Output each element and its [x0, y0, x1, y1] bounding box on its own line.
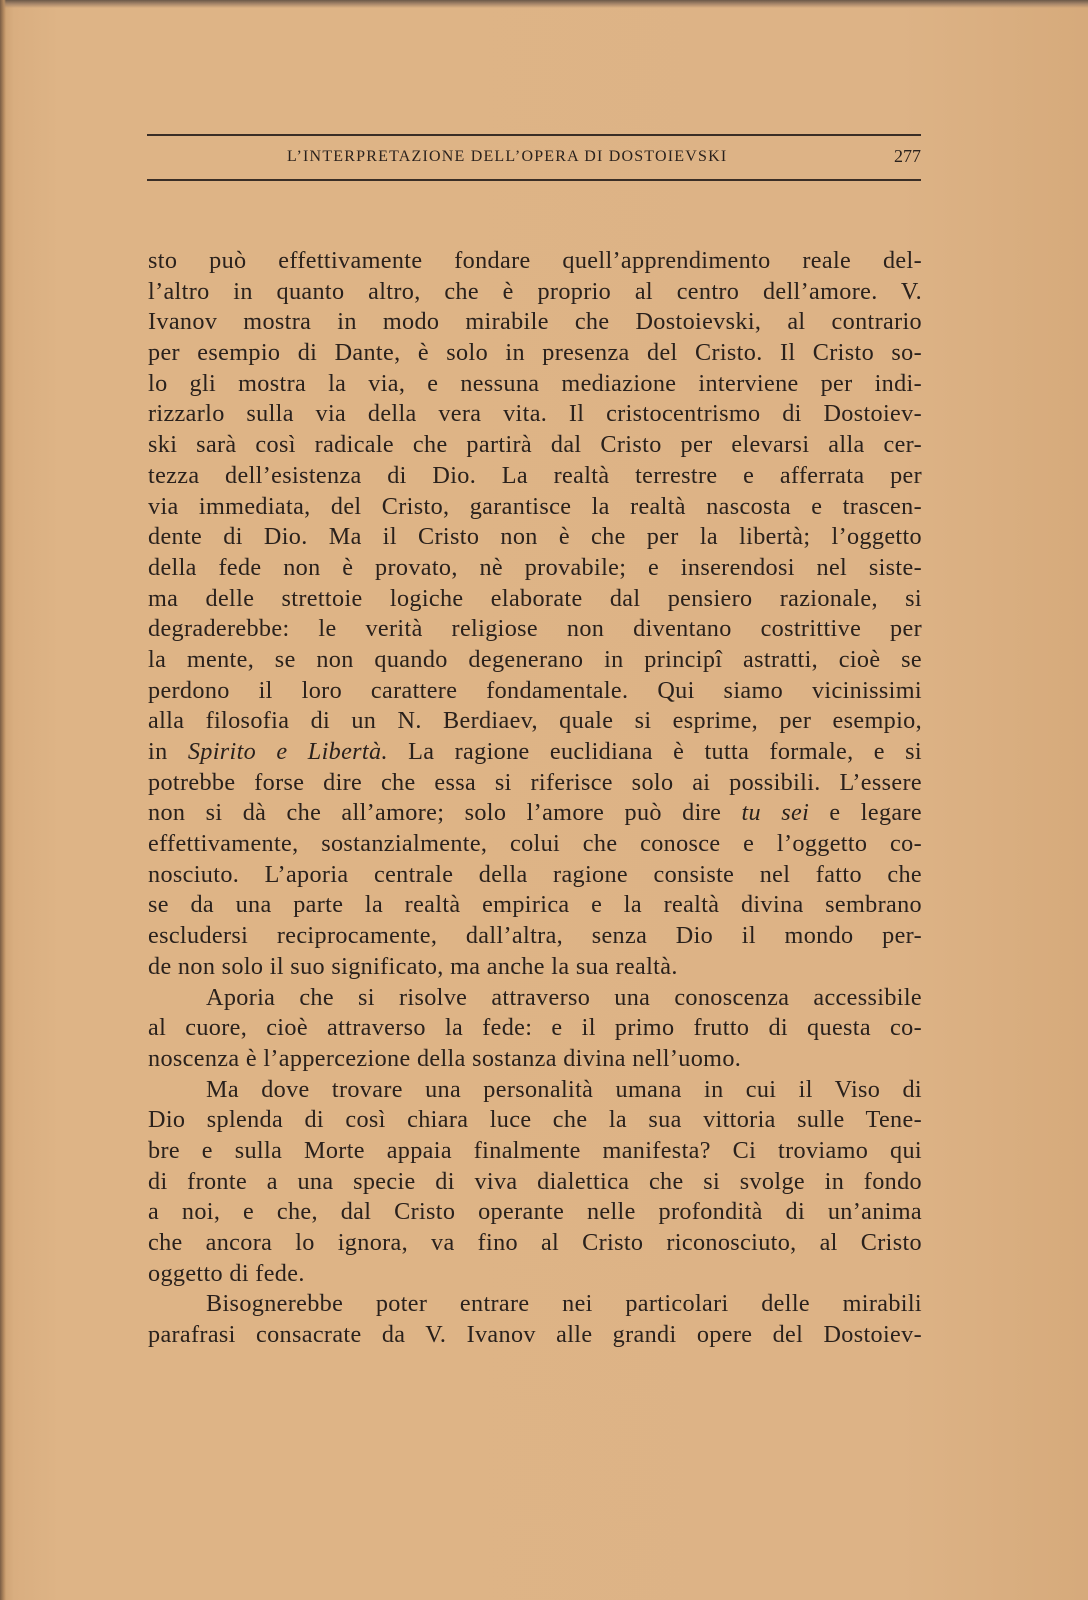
text-line: tezza dell’esistenza di Dio. La realtà terrestre e afferrata per	[148, 461, 922, 489]
paragraph-end-line: oggetto di fede.	[148, 1259, 305, 1287]
header-top-rule	[147, 134, 921, 136]
body-text	[148, 246, 922, 1351]
paragraph-end-line: noscenza è l’appercezione della sostanza divina nell’uomo.	[148, 1044, 742, 1072]
page-top-edge	[0, 0, 1088, 8]
paragraph-start-line: Ma dove trovare una personalità umana in cui il Viso di	[206, 1075, 922, 1103]
text-line: sto può effettivamente fondare quell’apprendimento reale del-	[148, 247, 922, 274]
text-line: per esempio di Dante, è solo in presenza del Cristo. Il Cristo so-	[148, 339, 922, 367]
text-line: alla filosofia di un N. Berdiaev, quale si esprime, per esempio,	[148, 707, 922, 735]
page-binding-edge	[0, 0, 6, 1600]
text-line: parafrasi consacrate da V. Ivanov alle grandi opere del Dostoiev-	[148, 1321, 922, 1349]
text-line: Ivanov mostra in modo mirabile che Dostoievski, al contrario	[148, 308, 922, 336]
text-line: se da una parte la realtà empirica e la realtà divina sembrano	[148, 891, 922, 919]
text-line: escludersi reciprocamente, dall’altra, senza Dio il mondo per-	[148, 922, 922, 950]
text-line: la mente, se non quando degenerano in principî astratti, cioè se	[148, 645, 922, 673]
text-line: che ancora lo ignora, va fino al Cristo riconosciuto, al Cristo	[148, 1229, 922, 1256]
text-fragment: La ragione euclidiana è tutta formale, e si	[387, 738, 923, 765]
text-line: effettivamente, sostanzialmente, colui che conosce e l’oggetto co-	[148, 830, 922, 858]
header-bottom-rule	[147, 179, 921, 181]
page-header	[147, 134, 921, 182]
page-number: 277	[894, 146, 921, 166]
text-line: via immediata, del Cristo, garantisce la realtà nascosta e trascen-	[148, 492, 922, 520]
text-line: ski sarà così radicale che partirà dal Cristo per elevarsi alla cer-	[148, 431, 922, 459]
text-line: potrebbe forse dire che essa si riferisce solo ai possibili. L’essere	[148, 768, 922, 796]
text-line: bre e sulla Morte appaia finalmente manifesta? Ci troviamo qui	[148, 1136, 922, 1164]
text-line: dente di Dio. Ma il Cristo non è che per la libertà; l’oggetto	[148, 523, 922, 551]
italic-phrase: tu sei	[741, 799, 810, 827]
text-line: al cuore, cioè attraverso la fede: e il primo frutto di questa co-	[148, 1014, 922, 1042]
text-line: ma delle strettoie logiche elaborate dal pensiero razionale, si	[148, 584, 922, 612]
text-line: della fede non è provato, nè provabile; e inserendosi nel siste-	[148, 553, 922, 581]
running-title: L’INTERPRETAZIONE DELL’OPERA DI DOSTOIEVSKI	[287, 148, 728, 165]
text-line: l’altro in quanto altro, che è proprio al centro dell’amore. V.	[148, 277, 922, 305]
text-line: di fronte a una specie di viva dialettica che si svolge in fondo	[148, 1167, 922, 1195]
text-fragment: e legare	[809, 799, 922, 827]
text-fragment: non si dà che all’amore; solo l’amore può dire	[148, 799, 742, 827]
text-line-with-italic-phrase	[148, 798, 922, 829]
text-line: Dio splenda di così chiara luce che la sua vittoria sulle Tene-	[148, 1106, 922, 1134]
text-line: rizzarlo sulla via della vera vita. Il cristocentrismo di Dostoiev-	[148, 400, 922, 428]
text-line: degraderebbe: le verità religiose non diventano costrittive per	[148, 615, 922, 643]
text-line-with-italic-title	[148, 737, 922, 768]
paragraph-end-line: de non solo il suo significato, ma anche la sua realtà.	[148, 952, 678, 980]
text-line: nosciuto. L’aporia centrale della ragione consiste nel fatto che	[148, 860, 922, 888]
italic-work-title: Spirito e Libertà.	[187, 738, 388, 765]
paragraph-start-line: Aporia che si risolve attraverso una conoscenza accessibile	[206, 983, 922, 1011]
paragraph-start-line: Bisognerebbe poter entrare nei particolari delle mirabili	[206, 1290, 922, 1318]
text-line: lo gli mostra la via, e nessuna mediazione interviene per indi-	[148, 369, 922, 397]
text-line: a noi, e che, dal Cristo operante nelle profondità di un’anima	[148, 1198, 922, 1226]
text-line: perdono il loro carattere fondamentale. Qui siamo vicinissimi	[148, 676, 922, 704]
text-fragment: in	[148, 738, 188, 765]
